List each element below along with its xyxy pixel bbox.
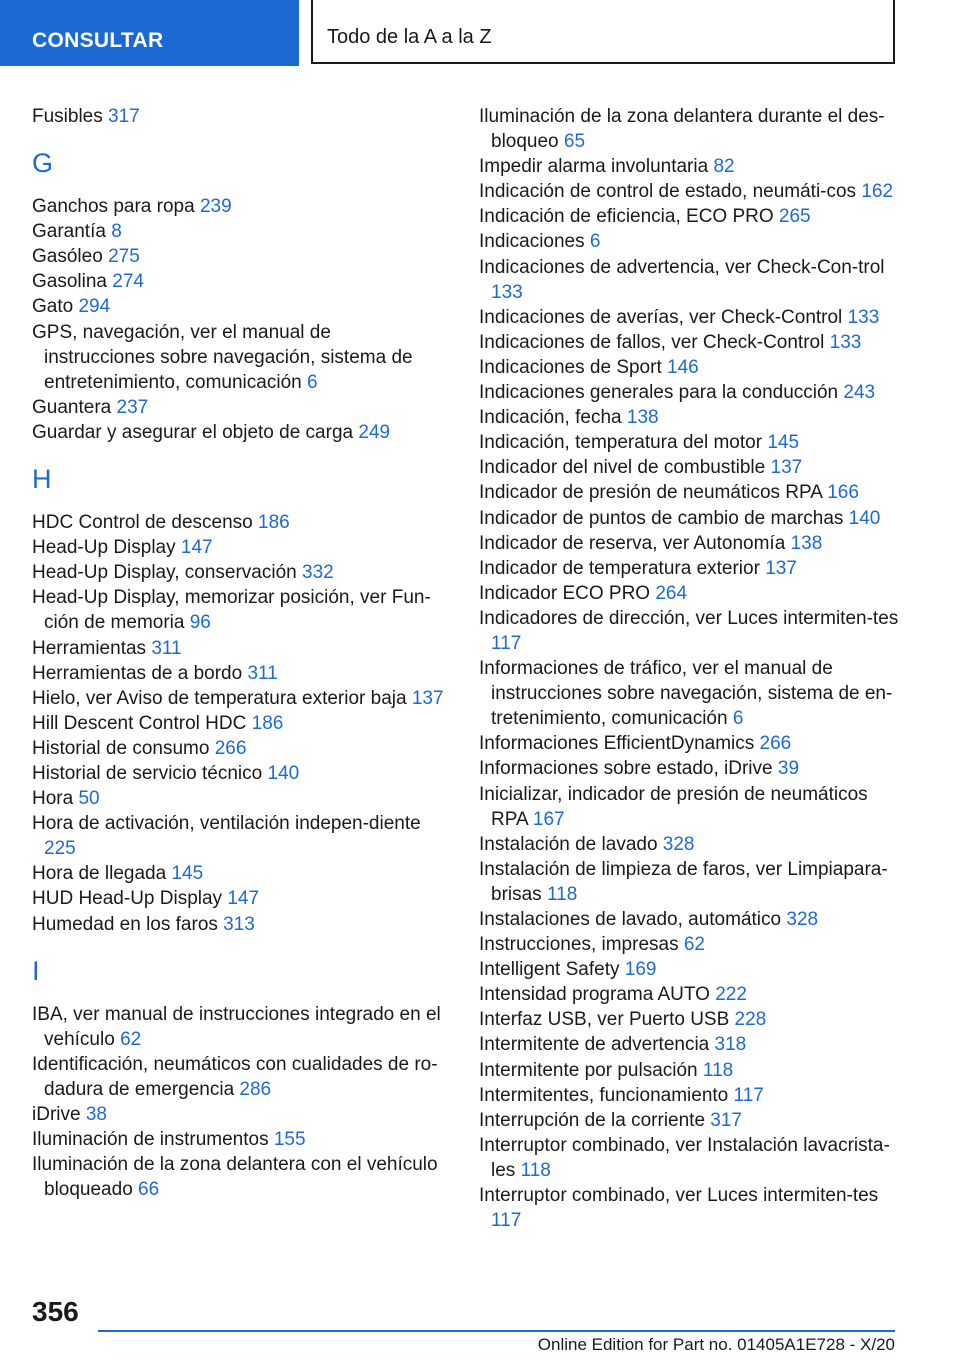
index-entry — [479, 104, 899, 154]
index-page-link[interactable]: 140 — [848, 507, 881, 529]
index-entry-text: Gasolina — [32, 271, 107, 293]
index-entry — [479, 480, 899, 505]
index-entry — [479, 229, 899, 254]
chapter-title-box — [311, 0, 895, 64]
index-entry-text: Indicaciones — [479, 231, 585, 253]
index-entry-text: Informaciones EfficientDynamics — [479, 733, 755, 755]
index-page-link[interactable]: 294 — [78, 296, 111, 318]
index-entry-text: Hora de activación, ventilación indepen-diente — [32, 813, 421, 835]
footer-divider — [98, 1330, 895, 1332]
index-page-link[interactable]: 6 — [589, 231, 601, 253]
index-entry-text: Gato — [32, 296, 74, 318]
index-page-link[interactable]: 39 — [777, 758, 800, 780]
index-page-link[interactable]: 328 — [662, 833, 695, 855]
index-entry-text: Indicación de eficiencia, ECO PRO — [479, 206, 774, 228]
index-page-link[interactable]: 82 — [713, 156, 735, 178]
index-entry — [32, 320, 444, 395]
index-entry-text: Herramientas — [32, 637, 147, 659]
index-page-link[interactable]: 146 — [667, 356, 699, 378]
index-page-link[interactable]: 166 — [827, 482, 859, 504]
index-entry — [32, 395, 444, 420]
index-entry-text: Gasóleo — [32, 246, 103, 268]
index-page-link[interactable]: 96 — [189, 612, 211, 634]
index-entry — [32, 585, 444, 635]
index-entry-text: Instalaciones de lavado, automático — [479, 909, 782, 930]
index-page-link[interactable]: 274 — [112, 271, 144, 293]
index-entry-text: Hielo, ver Aviso de temperatura exterior baja — [32, 687, 407, 709]
index-entry-text: Inicializar, indicador de presión de neumáticos RPA — [479, 783, 868, 830]
section-tab-consultar[interactable]: CONSULTAR — [0, 0, 299, 66]
index-entry — [479, 857, 899, 907]
index-page-link[interactable]: 228 — [734, 1009, 767, 1031]
index-entry-text: Fusibles — [32, 106, 103, 127]
index-entry-text: Guardar y asegurar el objeto de carga — [32, 421, 354, 443]
index-page-link[interactable]: 155 — [273, 1129, 306, 1151]
index-entry-text: iDrive — [32, 1104, 81, 1125]
index-page-link[interactable]: 162 — [861, 181, 894, 203]
index-entry — [479, 1108, 899, 1133]
index-entry-text: Hill Descent Control HDC — [32, 712, 247, 734]
index-entry — [32, 912, 444, 937]
index-column-right — [479, 104, 899, 1233]
index-entry — [32, 269, 444, 294]
index-entry-text: Interruptor combinado, ver Luces intermiten-tes — [479, 1185, 879, 1207]
index-entry — [479, 430, 899, 455]
index-page-link[interactable]: 133 — [847, 306, 880, 328]
index-entry-text: Iluminación de instrumentos — [32, 1129, 269, 1151]
index-entry-text: Intelligent Safety — [479, 959, 620, 981]
index-entry — [32, 861, 444, 886]
index-entry-text: Indicador del nivel de combustible — [479, 457, 766, 479]
index-entry-text: HDC Control de descenso — [32, 512, 253, 534]
index-page-link[interactable]: 313 — [223, 913, 255, 935]
index-entry-text: Indicaciones de fallos, ver Check-Control — [479, 331, 825, 353]
index-page-link[interactable]: 62 — [120, 1028, 142, 1050]
index-page-link[interactable]: 239 — [199, 196, 232, 218]
index-entry — [479, 330, 899, 355]
index-entry — [479, 756, 899, 781]
index-entry-text: HUD Head-Up Display — [32, 888, 223, 910]
index-entry-text: Indicaciones de averías, ver Check-Control — [479, 306, 843, 328]
index-entry — [479, 656, 899, 731]
index-page-link[interactable]: 118 — [702, 1059, 734, 1081]
index-page-link[interactable]: 225 — [44, 838, 76, 860]
index-entry — [479, 932, 899, 957]
index-page-link[interactable]: 50 — [78, 788, 100, 810]
index-page-link[interactable]: 133 — [491, 281, 523, 303]
index-entry-text: IBA, ver manual de instrucciones integrado en el vehículo — [32, 1003, 441, 1050]
index-entry — [479, 782, 899, 832]
index-page-link[interactable]: 118 — [520, 1159, 551, 1181]
index-page-link[interactable]: 137 — [411, 687, 444, 709]
index-entry — [479, 506, 899, 531]
index-entry — [32, 736, 444, 761]
index-entry-text: Head-Up Display, conservación — [32, 562, 297, 584]
index-entry-text: Iluminación de la zona delantera durante el des-bloqueo — [479, 106, 885, 153]
index-entry-text: Indicación, fecha — [479, 407, 622, 429]
index-entry-text: Indicación, temperatura del motor — [479, 432, 763, 454]
index-entry-text: Identificación, neumáticos con cualidades de ro-dadura de emergencia — [32, 1053, 438, 1100]
index-entry-text: Indicaciones generales para la conducción — [479, 382, 839, 404]
index-page-link[interactable]: 317 — [710, 1109, 742, 1131]
index-page-link[interactable]: 167 — [532, 808, 565, 830]
index-entry-text: Indicador de temperatura exterior — [479, 557, 760, 579]
index-entry-text: Guantera — [32, 396, 112, 418]
index-page-link[interactable]: 332 — [302, 562, 334, 584]
index-page-link[interactable]: 147 — [227, 888, 260, 910]
index-page-link[interactable]: 186 — [258, 512, 290, 534]
index-entry — [479, 255, 899, 305]
index-page-link[interactable]: 6 — [306, 371, 318, 393]
index-entry-text: Herramientas de a bordo — [32, 662, 243, 684]
index-page-link[interactable]: 317 — [108, 106, 140, 127]
index-page-link[interactable]: 318 — [714, 1034, 747, 1056]
index-entry-text: Indicador ECO PRO — [479, 582, 651, 604]
index-entry — [479, 380, 899, 405]
index-entry — [479, 1058, 899, 1083]
index-entry-text: Hora — [32, 788, 74, 810]
index-entry-text: Interruptor combinado, ver Instalación lavacrista-les — [479, 1134, 890, 1181]
index-page-link[interactable]: 222 — [715, 984, 747, 1006]
index-letter-heading: I — [32, 955, 40, 986]
index-column-left — [32, 104, 444, 1202]
index-entry — [479, 957, 899, 982]
index-entry — [32, 194, 444, 219]
index-entry-text: Iluminación de la zona delantera con el vehículo bloqueado — [32, 1154, 438, 1201]
index-entry — [32, 294, 444, 319]
index-entry-text: Intensidad programa AUTO — [479, 984, 710, 1006]
index-entry — [32, 886, 444, 911]
index-entry-text: Intermitente por pulsación — [479, 1059, 698, 1081]
index-entry-text: Indicaciones de advertencia, ver Check-Con-trol — [479, 256, 885, 278]
footer-edition: Online Edition for Part no. 01405A1E728 - X/20 — [537, 1335, 895, 1354]
index-entry — [32, 1102, 444, 1127]
index-page-link[interactable]: 311 — [151, 637, 182, 659]
index-entry-text: Humedad en los faros — [32, 913, 218, 935]
index-page-link[interactable]: 275 — [108, 246, 140, 268]
index-entry — [479, 581, 899, 606]
index-entry-text: Informaciones sobre estado, iDrive — [479, 758, 773, 780]
index-entry — [479, 982, 899, 1007]
index-page-link[interactable]: 62 — [683, 934, 705, 956]
index-entry-text: Hora de llegada — [32, 863, 167, 885]
chapter-title: Todo de la A a la Z — [327, 26, 492, 48]
index-entry — [32, 510, 444, 535]
index-entry — [479, 154, 899, 179]
index-entry — [479, 531, 899, 556]
index-entry — [32, 636, 444, 661]
index-entry-text: Impedir alarma involuntaria — [479, 156, 709, 178]
index-entry — [479, 1083, 899, 1108]
index-page-link[interactable]: 264 — [655, 582, 688, 604]
index-entry — [32, 686, 444, 711]
index-page-link[interactable]: 140 — [267, 762, 300, 784]
index-entry-text: Indicadores de dirección, ver Luces intermiten-tes — [479, 607, 899, 629]
index-entry — [32, 560, 444, 585]
index-entry-text: GPS, navegación, ver el manual de instrucciones sobre navegación, sistema de entretenimiento, comunicación — [32, 321, 413, 393]
index-letter-heading: G — [32, 148, 54, 179]
index-page-link[interactable]: 117 — [491, 632, 522, 654]
index-page-link[interactable]: 266 — [759, 733, 792, 755]
index-entry — [479, 405, 899, 430]
index-entry-text: Garantía — [32, 221, 106, 243]
index-entry — [32, 420, 444, 445]
index-entry — [479, 1007, 899, 1032]
index-page-link[interactable]: 117 — [733, 1084, 764, 1106]
index-entry — [479, 355, 899, 380]
index-page-link[interactable]: 237 — [116, 396, 149, 418]
index-entry — [479, 179, 899, 204]
index-entry-text: Informaciones de tráfico, ver el manual de instrucciones sobre navegación, sistema de en-tretenimiento, comunicación — [479, 658, 893, 730]
index-entry — [479, 907, 899, 932]
index-entry — [479, 832, 899, 857]
page-header — [0, 0, 960, 66]
index-page-link[interactable]: 243 — [843, 382, 876, 404]
index-page-link[interactable]: 117 — [491, 1210, 522, 1232]
index-entry — [32, 786, 444, 811]
index-page-link[interactable]: 65 — [563, 131, 586, 153]
index-entry-text: Head-Up Display, memorizar posición, ver Fun-ción de memoria — [32, 587, 431, 634]
index-page-link[interactable]: 265 — [778, 206, 811, 228]
index-entry-text: Instalación de limpieza de faros, ver Limpiapara-brisas — [479, 858, 888, 905]
index-entry-text: Instalación de lavado — [479, 833, 658, 855]
index-entry — [32, 1052, 444, 1102]
index-entry — [32, 244, 444, 269]
index-entry — [32, 1152, 444, 1202]
index-entry — [479, 1183, 899, 1233]
index-page-link[interactable]: 145 — [171, 863, 204, 885]
index-entry-text: Indicación de control de estado, neumáti-cos — [479, 181, 857, 203]
index-page-link[interactable]: 6 — [732, 708, 744, 730]
index-page-link[interactable]: 249 — [358, 421, 391, 443]
index-entry — [479, 731, 899, 756]
index-page-link[interactable]: 133 — [829, 331, 862, 353]
index-page-link[interactable]: 38 — [85, 1104, 107, 1125]
index-entry-text: Intermitentes, funcionamiento — [479, 1084, 729, 1106]
index-page-link[interactable]: 328 — [786, 909, 819, 930]
index-entry — [32, 1002, 444, 1052]
index-entry — [479, 455, 899, 480]
index-letter-heading: H — [32, 464, 52, 495]
index-entry — [32, 711, 444, 736]
index-page-link[interactable]: 137 — [770, 457, 803, 479]
index-entry-text: Historial de servicio técnico — [32, 762, 263, 784]
index-entry — [479, 1032, 899, 1057]
index-page-link[interactable]: 286 — [239, 1078, 272, 1100]
index-entry — [32, 661, 444, 686]
index-entry-text: Indicador de reserva, ver Autonomía — [479, 532, 786, 554]
index-page-link[interactable]: 147 — [180, 537, 213, 559]
index-entry-text: Head-Up Display — [32, 537, 176, 559]
index-page-link[interactable]: 8 — [111, 221, 122, 243]
index-page-link[interactable]: 118 — [546, 883, 578, 905]
index-page-link[interactable]: 311 — [247, 662, 278, 684]
index-page-link[interactable]: 186 — [251, 712, 284, 734]
index-entry — [479, 204, 899, 229]
index-page-link[interactable]: 137 — [765, 557, 797, 579]
index-entry-text: Indicaciones de Sport — [479, 356, 662, 378]
index-entry-text: Indicador de presión de neumáticos RPA — [479, 482, 822, 504]
index-page-link[interactable]: 66 — [138, 1179, 160, 1201]
index-entry-text: Historial de consumo — [32, 737, 210, 759]
index-page-link[interactable]: 169 — [624, 959, 657, 981]
index-entry — [32, 811, 444, 861]
index-entry — [32, 104, 444, 129]
index-page-link[interactable]: 145 — [767, 432, 800, 454]
index-entry-text: Intermitente de advertencia — [479, 1034, 710, 1056]
index-entry — [479, 606, 899, 656]
index-page-link[interactable]: 266 — [214, 737, 247, 759]
index-entry-text: Instrucciones, impresas — [479, 934, 679, 956]
index-entry — [32, 219, 444, 244]
index-entry — [32, 535, 444, 560]
index-entry-text: Indicador de puntos de cambio de marchas — [479, 507, 844, 529]
index-entry — [479, 556, 899, 581]
index-entry — [32, 761, 444, 786]
index-entry-text: Interrupción de la corriente — [479, 1109, 706, 1131]
index-entry-text: Interfaz USB, ver Puerto USB — [479, 1009, 730, 1031]
index-page-link[interactable]: 138 — [626, 407, 659, 429]
index-entry-text: Ganchos para ropa — [32, 196, 195, 218]
page-number: 356 — [32, 1296, 79, 1327]
index-entry — [479, 1133, 899, 1183]
index-page-link[interactable]: 138 — [790, 532, 823, 554]
index-entry — [32, 1127, 444, 1152]
index-entry — [479, 305, 899, 330]
